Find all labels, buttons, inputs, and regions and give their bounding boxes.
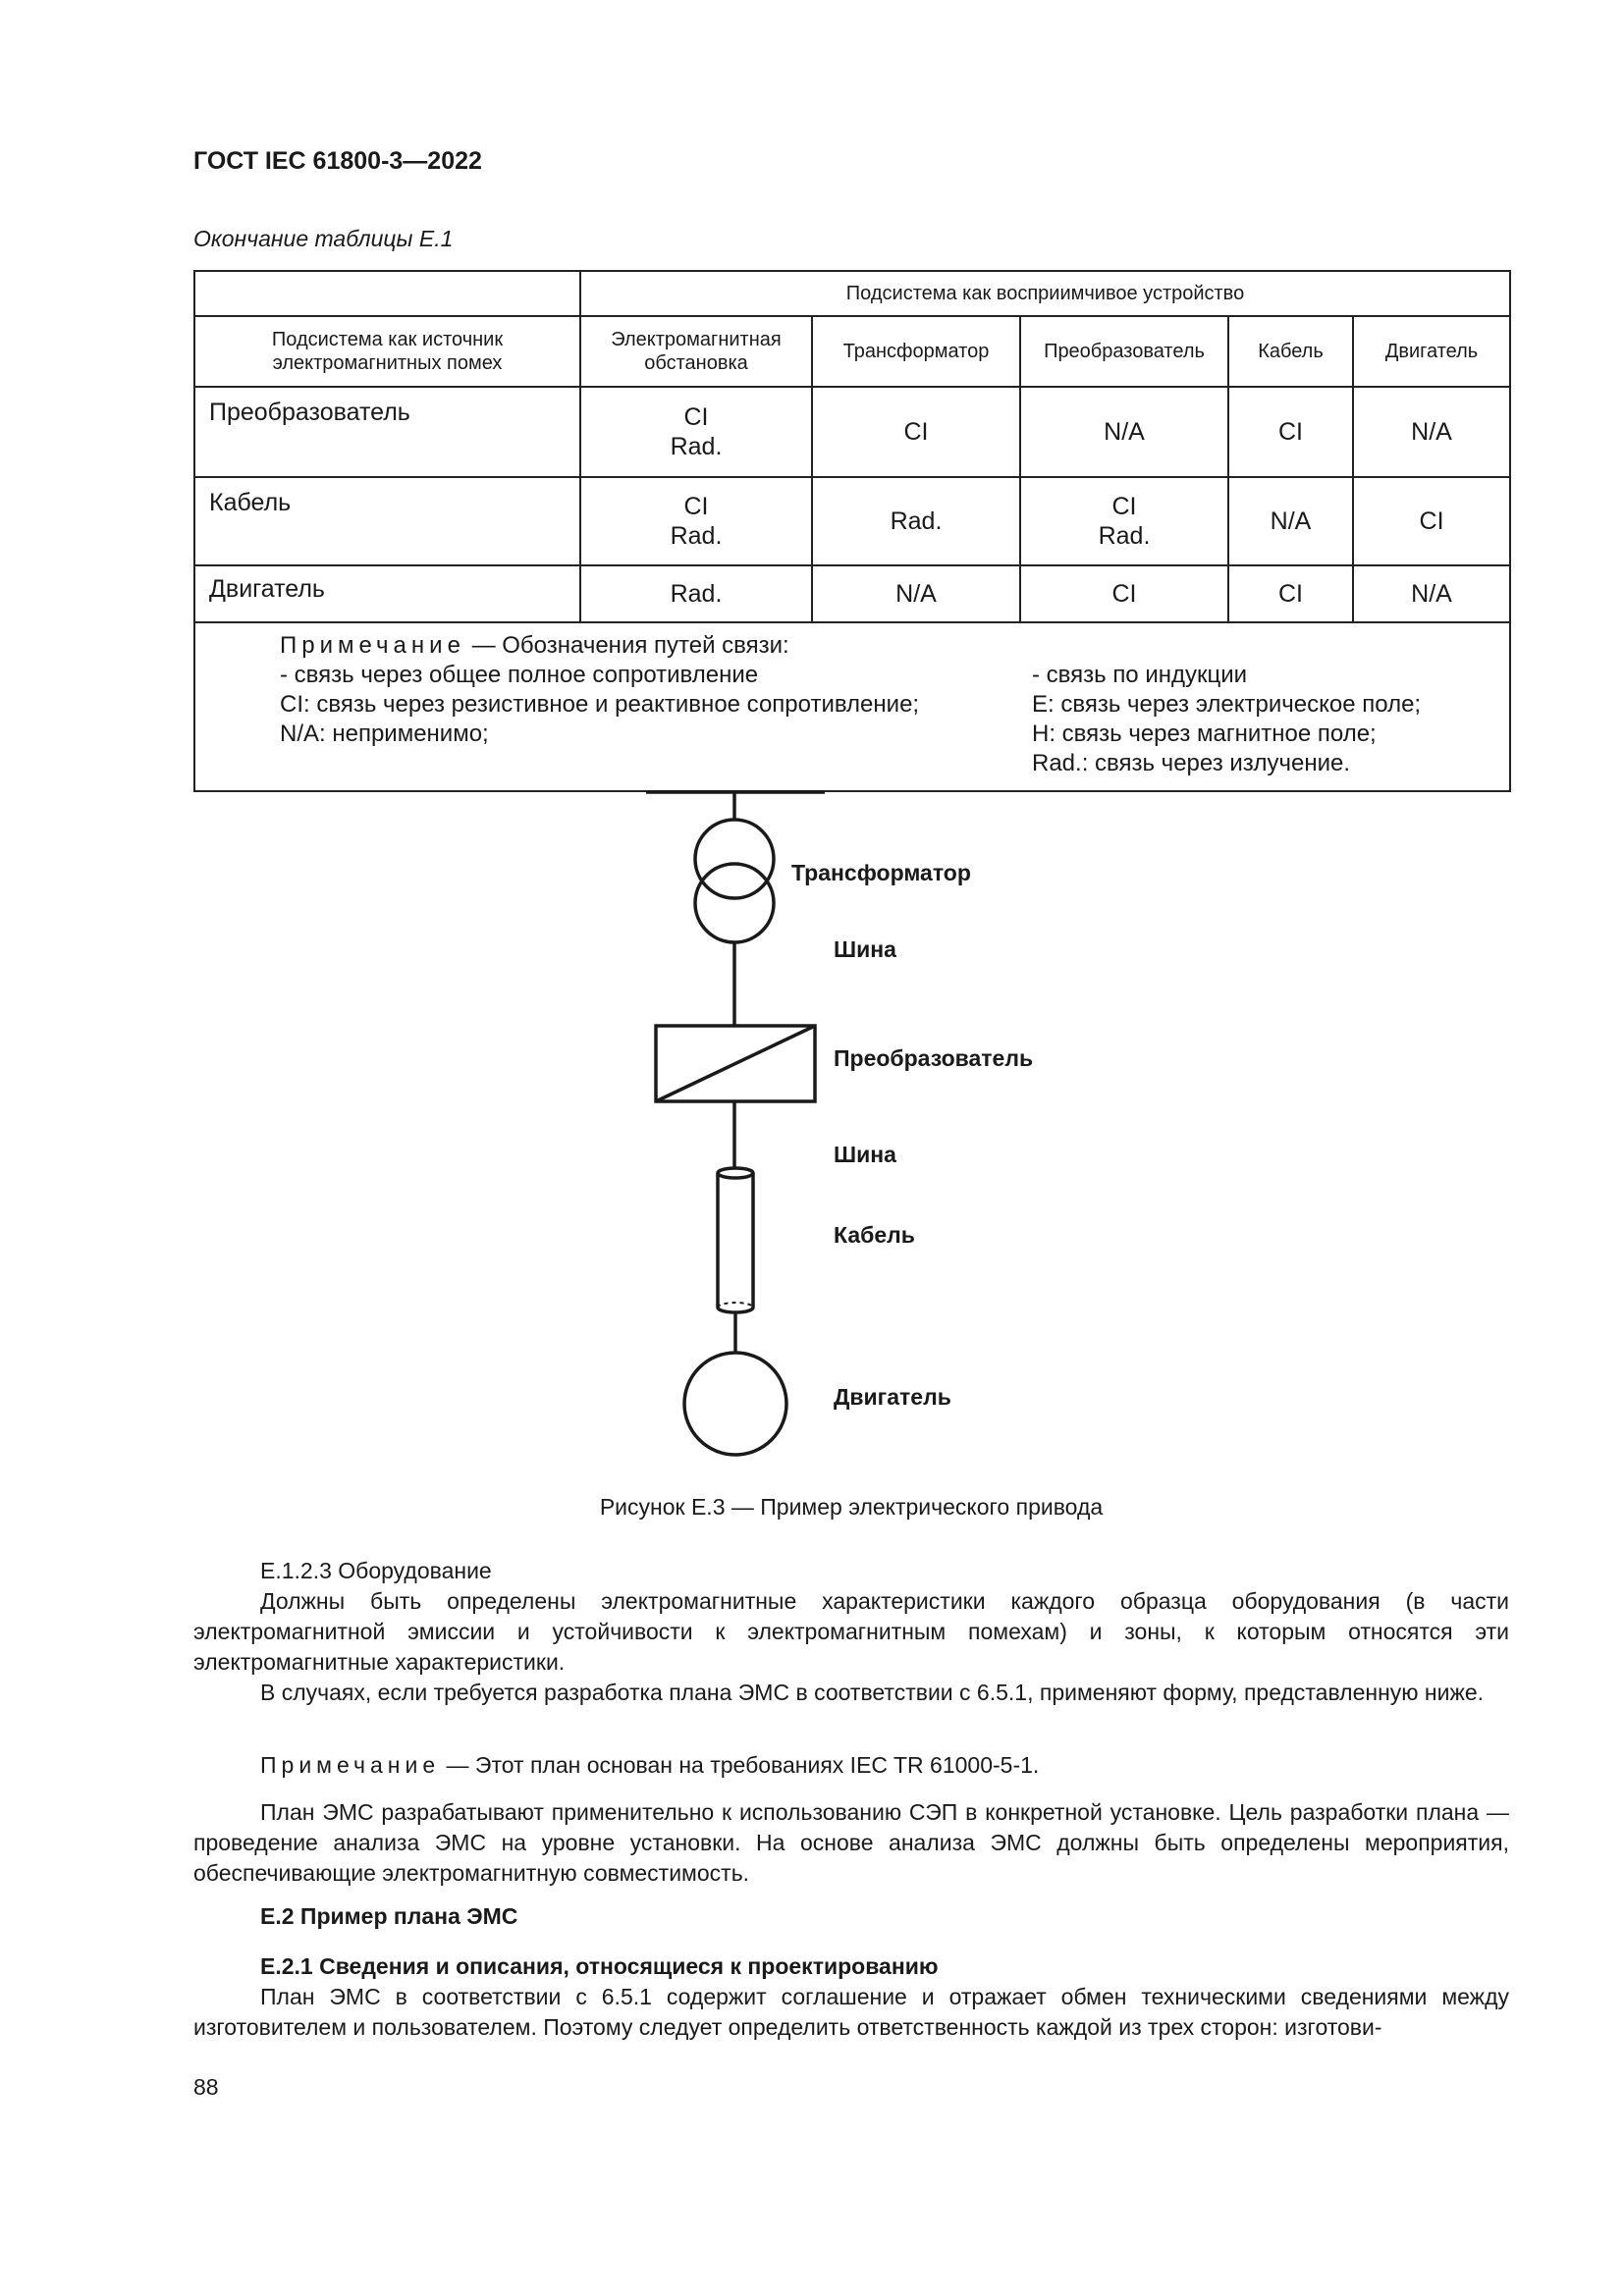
section-heading-e21: Е.2.1 Сведения и описания, относящиеся к проектированию — [260, 1953, 939, 1979]
table-cell: N/A — [1020, 387, 1228, 477]
table-corner-cell — [194, 271, 580, 316]
note-line: - связь по индукции — [1032, 662, 1248, 688]
table-row — [194, 565, 1510, 622]
table-cell: N/A — [1353, 565, 1510, 622]
table-caption: Окончание таблицы Е.1 — [193, 226, 454, 251]
label-bus-1: Шина — [834, 936, 896, 962]
table-cell: CI — [812, 387, 1020, 477]
label-cable: Кабель — [834, 1222, 915, 1248]
table-cell: N/A — [1228, 477, 1353, 565]
column-header: Электромагнитная обстановка — [580, 316, 812, 387]
column-header: Преобразователь — [1020, 316, 1228, 387]
table-row — [194, 477, 1510, 565]
section-heading-e2: Е.2 Пример плана ЭМС — [260, 1903, 518, 1929]
motor-symbol — [684, 1353, 786, 1455]
table-cell: CI — [1353, 477, 1510, 565]
column-header: Кабель — [1228, 316, 1353, 387]
table-note — [194, 622, 1510, 791]
label-transformer: Трансформатор — [791, 860, 971, 885]
column-header: Трансформатор — [812, 316, 1020, 387]
note-line: N/A: неприменимо; — [280, 721, 489, 747]
paragraph: Должны быть определены электромагнитные характеристики каждого образца оборудования (в части электромагнитной эмиссии и устойчивости к электромагнитным помехам) и зоны, к которым относятся эти электромагнитные характеристики. — [193, 1588, 1509, 1675]
paragraph: План ЭМС в соответствии с 6.5.1 содержит соглашение и отражает обмен техническими сведениями между изготовителем и пользователем. Поэтому следует определить ответственность каждой из трех сторон: изготови- — [193, 1984, 1509, 2040]
note-right-column — [1032, 661, 1421, 778]
cable-symbol-top — [718, 1168, 753, 1178]
transformer-winding-upper — [695, 820, 774, 898]
coupling-table — [193, 270, 1511, 792]
converter-diagonal — [656, 1026, 815, 1101]
paragraph: План ЭМС разрабатывают применительно к использованию СЭП в конкретной установке. Цель разработки плана — проведение анализа ЭМС на уровне установки. На основе анализа ЭМС должны быть определены мероприятия, обеспечивающие электромагнитную совместимость. — [193, 1799, 1509, 1886]
table-cell: N/A — [1353, 387, 1510, 477]
label-converter: Преобразователь — [834, 1045, 1034, 1071]
label-bus-2: Шина — [834, 1142, 896, 1167]
note-line: E: связь через электрическое поле; — [1032, 691, 1422, 718]
row-label: Преобразователь — [194, 387, 580, 477]
note-line: CI: связь через резистивное и реактивное сопротивление; — [280, 691, 920, 718]
note-prefix: Примечание — [280, 632, 465, 659]
note-line: Rad.: связь через излучение. — [1032, 750, 1351, 776]
table-cell: CI — [1228, 565, 1353, 622]
group-header: Подсистема как восприимчивое устройство — [580, 271, 1510, 316]
table-cell: CI — [1228, 387, 1353, 477]
note-title: — Обозначения путей связи: — [471, 632, 789, 659]
table-cell: CI Rad. — [580, 477, 812, 565]
note-prefix: Примечание — [260, 1752, 441, 1778]
table-row — [194, 387, 1510, 477]
table-cell: Rad. — [812, 477, 1020, 565]
table-cell: CI Rad. — [1020, 477, 1228, 565]
page-number: 88 — [193, 2074, 219, 2100]
table-cell: CI — [1020, 565, 1228, 622]
note-left-column — [280, 631, 919, 749]
cable-symbol-bottom — [718, 1308, 753, 1312]
cable-symbol-hidden-edge — [718, 1303, 753, 1308]
note-line: H: связь через магнитное поле; — [1032, 721, 1377, 747]
transformer-winding-lower — [695, 864, 774, 942]
table-cell: Rad. — [580, 565, 812, 622]
figure-caption: Рисунок Е.3 — Пример электрического привода — [599, 1494, 1104, 1520]
note-text: — Этот план основан на требованиях IEC TR 61000-5-1. — [446, 1752, 1040, 1778]
row-label: Двигатель — [194, 565, 580, 622]
table-cell: CI Rad. — [580, 387, 812, 477]
table-cell: N/A — [812, 565, 1020, 622]
document-header: ГОСТ IEC 61800-3—2022 — [193, 147, 482, 175]
paragraph: В случаях, если требуется разработка плана ЭМС в соответствии с 6.5.1, применяют форму, представленную ниже. — [260, 1680, 1485, 1705]
section-heading-e123: Е.1.2.3 Оборудование — [260, 1558, 492, 1583]
note-line: - связь через общее полное сопротивление — [280, 662, 759, 688]
label-motor: Двигатель — [834, 1384, 951, 1410]
electric-drive-diagram — [0, 775, 1624, 1482]
row-header: Подсистема как источник электромагнитных помех — [194, 316, 580, 387]
column-header: Двигатель — [1353, 316, 1510, 387]
row-label: Кабель — [194, 477, 580, 565]
note-paragraph — [193, 1750, 1509, 1781]
